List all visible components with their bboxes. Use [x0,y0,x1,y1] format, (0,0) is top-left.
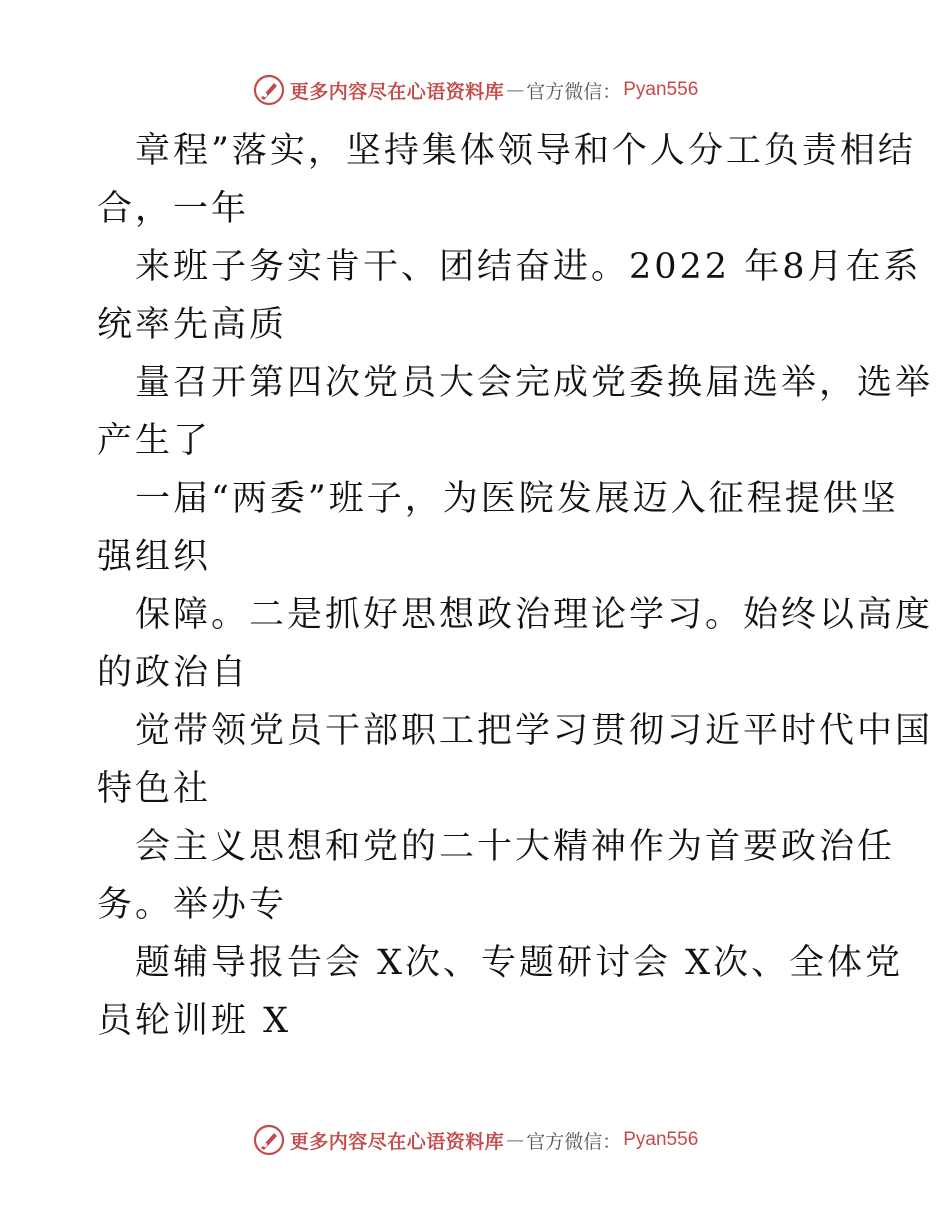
footer-brand: 更多内容尽在心语资料库 [289,1130,505,1153]
body-line: 特色社 [97,769,212,809]
footer-wechat-id: Pyan556 [623,1129,699,1150]
footer-watermark [0,1120,950,1160]
body-line: 员轮训班 X [97,1001,292,1041]
document-body [97,122,934,1050]
body-line: 保障。二是抓好思想政治理论学习。始终以高度 [135,595,934,635]
body-line: 强组织 [97,537,212,577]
pen-nib-logo-icon [252,1123,286,1157]
body-line: 务。举办专 [97,885,288,925]
header-brand: 更多内容尽在心语资料库 [289,80,505,103]
footer-wechat-label: 官方微信： [526,1130,622,1153]
body-line: 一届“两委”班子，为医院发展迈入征程提供坚 [135,479,899,519]
header-wechat-id: Pyan556 [623,79,699,100]
body-line: 的政治自 [97,653,250,693]
body-line: 来班子务实肯干、团结奋进。2022 年8月在系 [135,247,922,287]
body-line: 量召开第四次党员大会完成党委换届选举，选举 [135,363,934,403]
body-line: 会主义思想和党的二十大精神作为首要政治任 [135,827,896,867]
body-line: 产生了 [97,421,212,461]
body-line: 统率先高质 [97,305,288,345]
body-line: 合，一年 [97,189,250,229]
body-line: 题辅导报告会 X次、专题研讨会 X次、全体党 [135,943,904,983]
header-separator: — [506,79,525,101]
header-wechat-label: 官方微信： [526,80,622,103]
pen-nib-logo-icon [252,73,286,107]
body-line: 章程”落实，坚持集体领导和个人分工负责相结 [135,131,916,171]
footer-separator: — [506,1129,525,1151]
header-watermark [0,70,950,110]
body-line: 觉带领党员干部职工把学习贯彻习近平时代中国 [135,711,934,751]
